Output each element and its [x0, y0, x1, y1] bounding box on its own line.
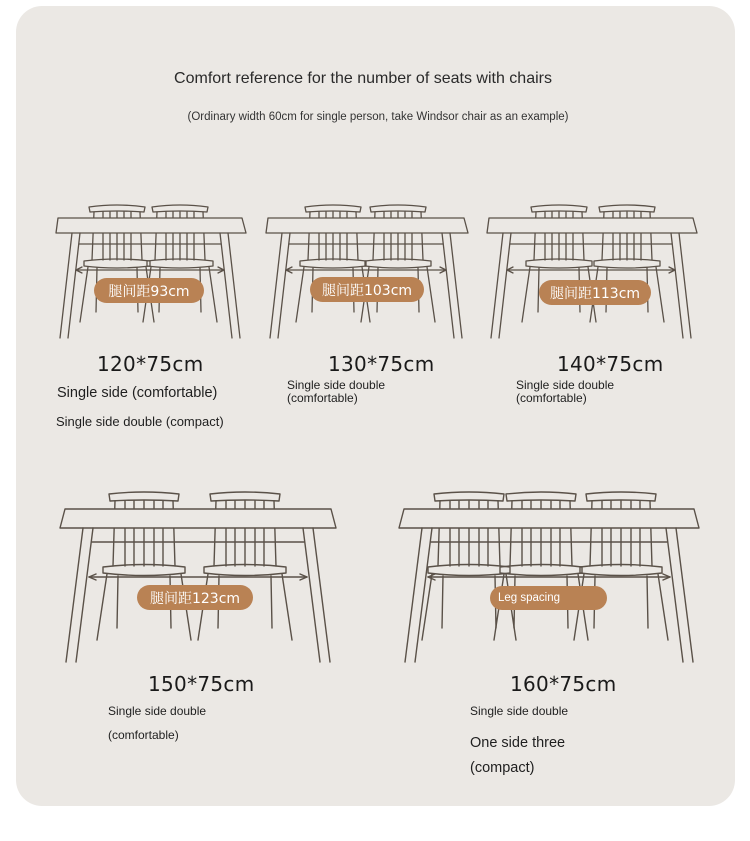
table-desc-150-line1: Single side double — [108, 704, 207, 718]
table-size-160: 160*75cm — [510, 672, 617, 696]
page-subtitle: (Ordinary width 60cm for single person, take Windsor chair as an example) — [187, 111, 569, 123]
table-desc-130-line1: Single side double — [287, 378, 386, 392]
table-desc-130-line2: (comfortable) — [287, 391, 358, 405]
table-illustration-140 — [483, 200, 699, 342]
table-size-130: 130*75cm — [328, 352, 435, 376]
table-illustration-130 — [262, 200, 470, 342]
content-card — [16, 6, 735, 806]
table-desc-160-line2: One side three — [470, 735, 566, 751]
table-desc-140-line1: Single side double — [516, 378, 615, 392]
leg-spacing-label: 腿间距113cm — [549, 286, 641, 302]
page-title: Comfort reference for the number of seats with chairs — [174, 70, 552, 87]
table-size-140: 140*75cm — [557, 352, 664, 376]
leg-spacing-label: 腿间距123cm — [149, 591, 241, 607]
table-desc-160-line3: (compact) — [470, 760, 535, 776]
table-desc-140-line2: (comfortable) — [516, 391, 587, 405]
leg-spacing-label: 腿间距103cm — [321, 283, 413, 299]
leg-spacing-label: 腿间距93cm — [108, 284, 190, 300]
table-illustration-160 — [396, 488, 702, 666]
table-illustration-150 — [57, 488, 339, 666]
table-size-150: 150*75cm — [148, 672, 255, 696]
table-desc-150-line2: (comfortable) — [108, 728, 179, 742]
table-illustration-120 — [52, 200, 248, 342]
table-desc-120-line2: Single side double (compact) — [56, 414, 224, 429]
table-size-120: 120*75cm — [97, 352, 204, 376]
table-desc-160-line1: Single side double — [470, 704, 569, 718]
table-desc-120-line1: Single side (comfortable) — [57, 385, 218, 401]
leg-spacing-label: Leg spacing — [498, 592, 561, 604]
